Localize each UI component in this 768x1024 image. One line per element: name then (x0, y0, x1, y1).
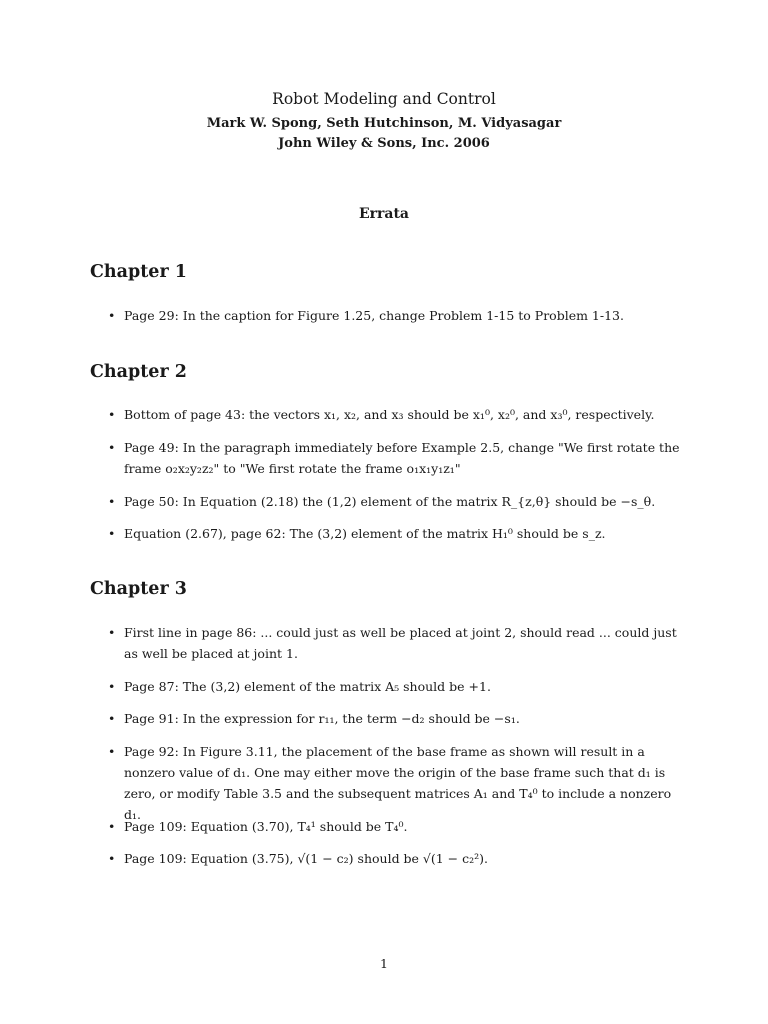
bullet-icon: • (108, 679, 116, 694)
bullet-icon: • (108, 494, 116, 509)
list-item (108, 622, 688, 664)
list-item (108, 305, 688, 326)
bullet-icon: • (108, 440, 116, 455)
book-title: Robot Modeling and Control (272, 90, 496, 108)
bullet-icon: • (108, 744, 116, 759)
bullet-icon: • (108, 407, 116, 422)
chapter-3-heading: Chapter 3 (90, 579, 187, 599)
bullet-icon: • (108, 711, 116, 726)
list-item-text: Page 50: In Equation (2.18) the (1,2) element of the matrix R_{z,θ} should be −s_θ. (124, 494, 656, 509)
chapter-1-heading: Chapter 1 (90, 262, 187, 282)
list-item (108, 523, 688, 544)
chapter-2-heading: Chapter 2 (90, 362, 187, 382)
list-item (108, 491, 688, 512)
list-item-text: Page 109: Equation (3.75), √(1 − c₂) should be √(1 − c₂²). (124, 851, 489, 866)
list-item-text: Page 109: Equation (3.70), T₄¹ should be T₄⁰. (124, 819, 408, 834)
list-item (108, 816, 688, 837)
bullet-icon: • (108, 308, 116, 323)
list-item-text: Bottom of page 43: the vectors x₁, x₂, and x₃ should be x₁⁰, x₂⁰, and x₃⁰, respectively. (124, 407, 655, 422)
list-item-text: Page 91: In the expression for r₁₁, the term −d₂ should be −s₁. (124, 711, 520, 726)
list-item (108, 848, 688, 869)
list-item (108, 676, 688, 697)
list-item-text: Page 49: In the paragraph immediately before Example 2.5, change "We first rotate the frame o₂x₂y₂z₂" to "We first rotate the frame o₁x₁y₁z₁" (124, 440, 680, 476)
list-item-text: Page 87: The (3,2) element of the matrix A₅ should be +1. (124, 679, 491, 694)
bullet-icon: • (108, 819, 116, 834)
errata-heading: Errata (358, 206, 410, 222)
bullet-icon: • (108, 625, 116, 640)
page-number: 1 (380, 956, 388, 971)
list-item-text: Page 92: In Figure 3.11, the placement of the base frame as shown will result in a nonzero value of d₁. One may either move the origin of the base frame such that d₁ is zero, or modify Table 3.5 and the subsequent matrices A₁ and T₄⁰ to include a nonzero d₁. (124, 744, 672, 822)
list-item-text: First line in page 86: ... could just as well be placed at joint 2, should read ... could just as well be placed at joint 1. (124, 625, 677, 661)
list-item-text: Page 29: In the caption for Figure 1.25, change Problem 1-15 to Problem 1-13. (124, 308, 624, 323)
list-item (108, 741, 688, 825)
book-publisher: John Wiley & Sons, Inc. 2006 (278, 136, 490, 151)
list-item (108, 404, 688, 425)
bullet-icon: • (108, 526, 116, 541)
bullet-icon: • (108, 851, 116, 866)
list-item (108, 708, 688, 729)
list-item-text: Equation (2.67), page 62: The (3,2) element of the matrix H₁⁰ should be s_z. (124, 526, 606, 541)
list-item (108, 437, 688, 479)
book-authors: Mark W. Spong, Seth Hutchinson, M. Vidyasagar (206, 116, 562, 131)
